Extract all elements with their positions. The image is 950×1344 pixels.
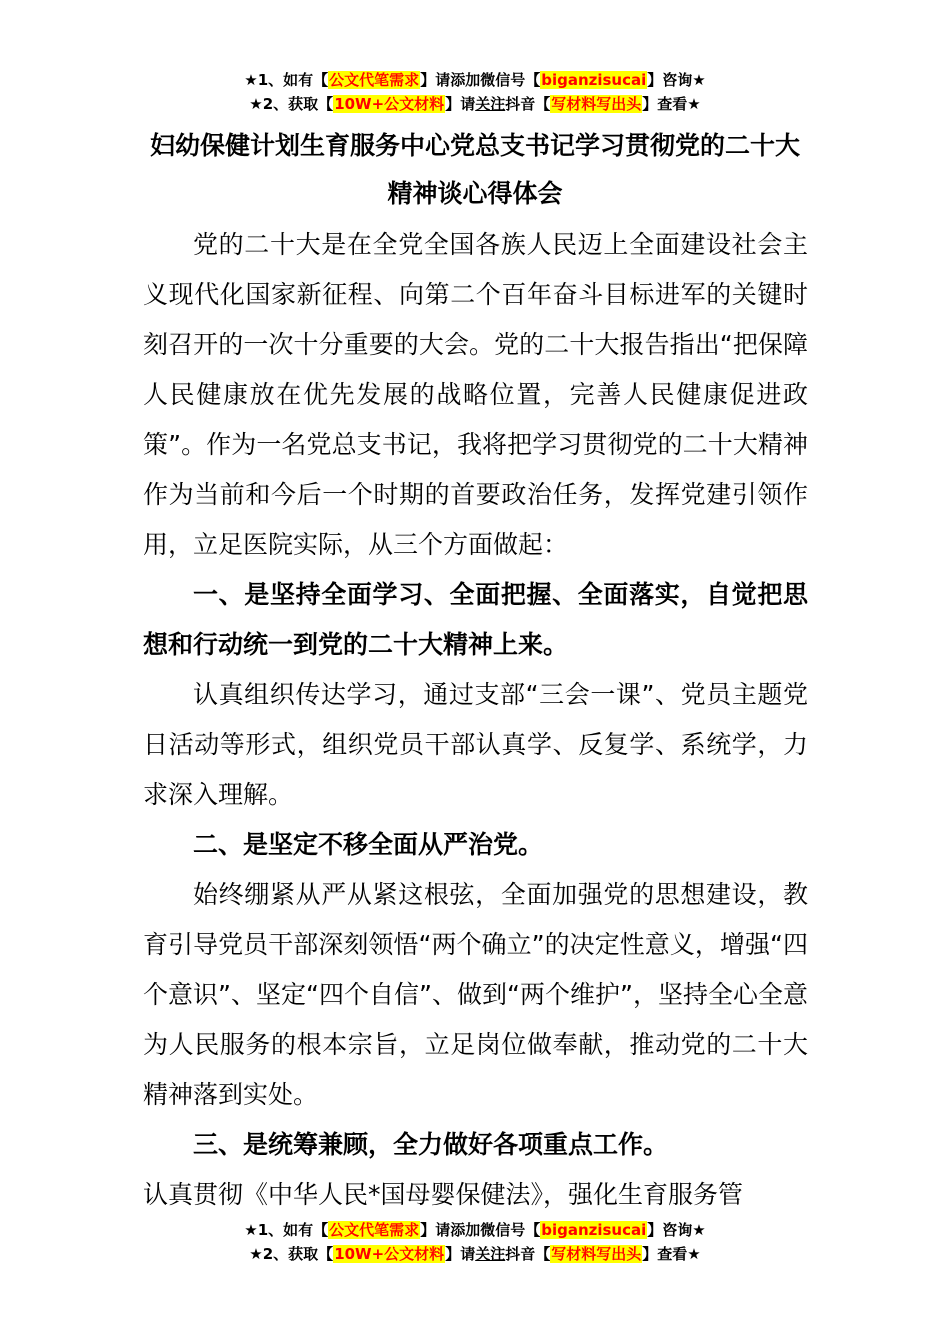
promo-banner-bottom: [0, 1218, 950, 1266]
document-body: [143, 220, 808, 1220]
promo-highlight: 公文代笔需求: [329, 71, 420, 89]
promo-line-2: ★2、获取【10W+公文材料】请关注抖音【写材料写出头】查看★: [249, 1245, 701, 1263]
document-title: 妇幼保健计划生育服务中心党总支书记学习贯彻党的二十大精神谈心得体会: [149, 131, 800, 208]
paragraph-3: 认真贯彻《中华人民*国母婴保健法》，强化生育服务管: [143, 1180, 744, 1209]
section-heading-3: 三、是统筹兼顾，全力做好各项重点工作。: [193, 1130, 669, 1159]
promo-highlight: 公文代笔需求: [329, 1221, 420, 1239]
promo-line-1: ★1、如有【公文代笔需求】请添加微信号【biganzisucai】咨询★: [244, 71, 706, 89]
douyin-account: 写材料写出头: [551, 1245, 642, 1263]
section-heading-2: 二、是坚定不移全面从严治党。: [193, 830, 544, 859]
paragraph-intro: 党的二十大是在全党全国各族人民迈上全面建设社会主义现代化国家新征程、向第二个百年奋斗目标进军的关键时刻召开的一次十分重要的大会。党的二十大报告指出“把保障人民健康放在优先发展的战略位置，完善人民健康促进政策”。作为一名党总支书记，我将把学习贯彻党的二十大精神作为当前和今后一个时期的首要政治任务，发挥党建引领作用，立足医院实际，从三个方面做起：: [143, 230, 808, 559]
wechat-id: biganzisucai: [541, 71, 647, 89]
paragraph-2: 始终绷紧从严从紧这根弦，全面加强党的思想建设，教育引导党员干部深刻领悟“两个确立”的决定性意义，增强“四个意识”、坚定“四个自信”、做到“两个维护”，坚持全心全意为人民服务的根本宗旨，立足岗位做奉献，推动党的二十大精神落到实处。: [143, 880, 808, 1109]
promo-line-2: ★2、获取【10W+公文材料】请关注抖音【写材料写出头】查看★: [249, 95, 701, 113]
promo-highlight: 10W+公文材料: [334, 1245, 445, 1263]
promo-line-1: ★1、如有【公文代笔需求】请添加微信号【biganzisucai】咨询★: [244, 1221, 706, 1239]
promo-banner-top: [0, 68, 950, 116]
paragraph-1: 认真组织传达学习，通过支部“三会一课”、党员主题党日活动等形式，组织党员干部认真学、反复学、系统学，力求深入理解。: [143, 680, 808, 809]
promo-highlight: 10W+公文材料: [334, 95, 445, 113]
wechat-id: biganzisucai: [541, 1221, 647, 1239]
section-heading-1: 一、是坚持全面学习、全面把握、全面落实，自觉把思想和行动统一到党的二十大精神上来。: [143, 580, 808, 659]
douyin-account: 写材料写出头: [551, 95, 642, 113]
